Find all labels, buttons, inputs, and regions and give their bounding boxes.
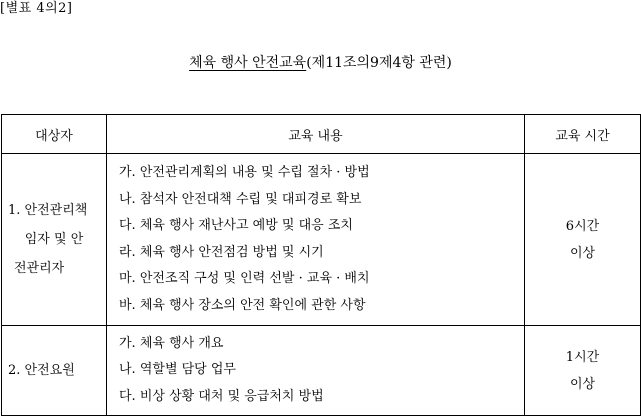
- content-item: 다. 비상 상황 대처 및 응급처치 방법: [119, 388, 324, 404]
- hours-suffix: 이상: [569, 245, 596, 261]
- content-item: 라. 체육 행사 안전점검 방법 및 시기: [119, 244, 324, 260]
- hours-cell: [525, 154, 641, 326]
- target-line: 전관리자: [14, 261, 65, 276]
- target-cell: [2, 154, 107, 326]
- header-target: 대상자: [2, 115, 107, 154]
- title-main: 체육 행사 안전교육: [189, 55, 307, 71]
- table-row: [2, 154, 641, 326]
- target-line: 임자 및 안: [24, 232, 84, 247]
- content-cell: [107, 154, 525, 326]
- hours-value: 1시간: [565, 349, 600, 365]
- header-hours: 교육 시간: [525, 115, 641, 154]
- target-cell: [2, 326, 107, 416]
- education-table: [1, 114, 641, 416]
- hours-cell: [525, 326, 641, 416]
- content-item: 가. 안전관리계획의 내용 및 수립 절차 · 방법: [119, 165, 370, 180]
- hours-suffix: 이상: [569, 376, 596, 392]
- document-title: [0, 54, 641, 72]
- content-item: 다. 체육 행사 재난사고 예방 및 대응 조치: [119, 218, 353, 233]
- content-item: 마. 안전조직 구성 및 인력 선발 · 교육 · 배치: [119, 271, 370, 286]
- title-reference: (제11조의9제4항 관련): [306, 55, 452, 71]
- table-header-row: [2, 115, 641, 154]
- header-content: 교육 내용: [107, 115, 525, 154]
- content-item: 바. 체육 행사 장소의 안전 확인에 관한 사항: [119, 297, 366, 313]
- hours-value: 6시간: [565, 218, 600, 234]
- content-item: 가. 체육 행사 개요: [119, 335, 224, 351]
- content-item: 나. 역할별 담당 업무: [119, 362, 236, 378]
- table-row: [2, 326, 641, 416]
- target-line: 2. 안전요원: [8, 363, 75, 378]
- annex-label: [별표 4의2]: [0, 1, 73, 16]
- content-item: 나. 참석자 안전대책 수립 및 대피경로 확보: [119, 191, 362, 207]
- content-cell: [107, 326, 525, 416]
- target-line: 1. 안전관리책: [8, 203, 88, 218]
